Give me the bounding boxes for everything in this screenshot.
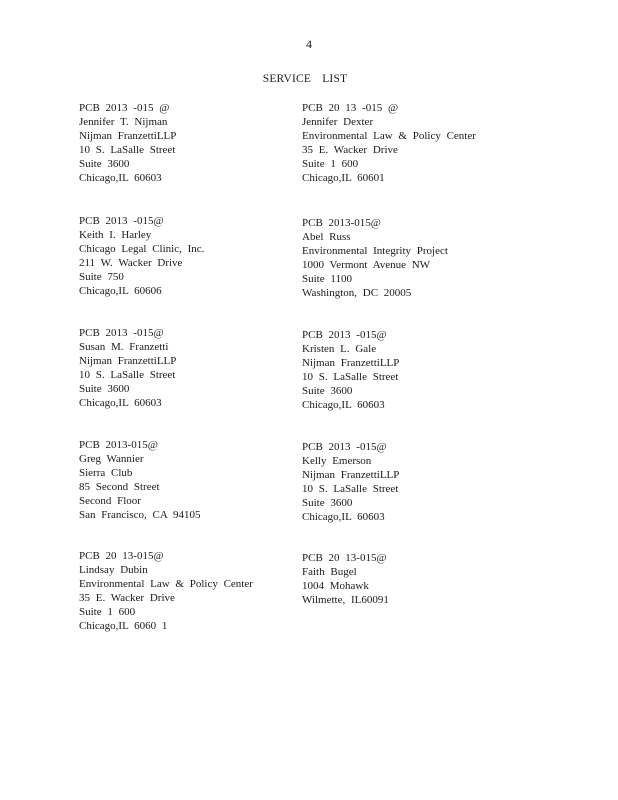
service-entry-gale-kristen [302, 328, 532, 413]
organization: Nijman FranzettiLLP [79, 130, 177, 143]
contact-name: Kristen L. Gale [302, 343, 377, 356]
organization: Environmental Law & Policy Center [302, 130, 476, 143]
organization: Environmental Law & Policy Center [79, 578, 253, 591]
city-state-zip: Chicago,IL 60606 [79, 285, 162, 298]
suite: Suite 1100 [302, 273, 352, 286]
suite: Suite 3600 [79, 383, 130, 396]
contact-name: Jennifer T. Nijman [79, 116, 168, 129]
contact-name: Abel Russ [302, 231, 351, 244]
contact-name: Kelly Emerson [302, 455, 372, 468]
service-entry-bugel-faith [302, 551, 532, 607]
service-entry-dubin-lindsay [79, 549, 309, 634]
street-address: 10 S. LaSalle Street [79, 369, 176, 382]
street-address: 10 S. LaSalle Street [302, 483, 399, 496]
service-entry-nijman-jennifer [79, 101, 309, 186]
contact-name: Keith I. Harley [79, 229, 152, 242]
case-number: PCB 2013 -015 @ [79, 102, 170, 114]
contact-name: Lindsay Dubin [79, 564, 148, 577]
service-entry-russ-abel [302, 216, 532, 301]
organization: Nijman FranzettiLLP [79, 355, 177, 368]
suite: Suite 1 600 [79, 606, 136, 619]
city-state-zip: Chicago,IL 6060 1 [79, 620, 168, 633]
case-number: PCB 2013 -015@ [79, 215, 164, 227]
street-address: 1004 Mohawk [302, 580, 369, 593]
case-number: PCB 2013-015@ [79, 439, 158, 451]
service-entry-dexter-jennifer [302, 101, 532, 186]
street-address: 35 E. Wacker Drive [302, 144, 398, 157]
suite: Suite 750 [79, 271, 124, 284]
case-number: PCB 20 13-015@ [302, 552, 387, 564]
city-state-zip: Washington, DC 20005 [302, 287, 412, 300]
floor: Second Floor [79, 495, 141, 508]
page-number: 4 [306, 37, 312, 51]
city-state-zip: San Francisco, CA 94105 [79, 509, 201, 522]
service-entry-emerson-kelly [302, 440, 532, 525]
street-address: 10 S. LaSalle Street [79, 144, 176, 157]
organization: Chicago Legal Clinic, Inc. [79, 243, 205, 256]
contact-name: Greg Wannier [79, 453, 144, 466]
case-number: PCB 20 13 -015 @ [302, 102, 399, 114]
street-address: 211 W. Wacker Drive [79, 257, 183, 270]
city-state-zip: Chicago,IL 60603 [302, 511, 385, 524]
street-address: 35 E. Wacker Drive [79, 592, 175, 605]
service-list-title: SERVICE LIST [262, 73, 348, 85]
contact-name: Jennifer Dexter [302, 116, 374, 129]
case-number: PCB 2013 -015@ [302, 441, 387, 453]
service-list-entries [0, 101, 618, 661]
suite: Suite 3600 [302, 497, 353, 510]
case-number: PCB 2013 -015@ [302, 329, 387, 341]
case-number: PCB 2013 -015@ [79, 327, 164, 339]
organization: Nijman FranzettiLLP [302, 469, 400, 482]
street-address: 10 S. LaSalle Street [302, 371, 399, 384]
service-entry-harley-keith [79, 214, 309, 299]
organization: Sierra Club [79, 467, 133, 480]
city-state-zip: Chicago,IL 60603 [79, 397, 162, 410]
city-state-zip: Chicago,IL 60603 [79, 172, 162, 185]
contact-name: Susan M. Franzetti [79, 341, 169, 354]
suite: Suite 3600 [302, 385, 353, 398]
service-entry-franzetti-susan [79, 326, 309, 411]
contact-name: Faith Bugel [302, 566, 357, 579]
suite: Suite 1 600 [302, 158, 359, 171]
city-state-zip: Chicago,IL 60601 [302, 172, 385, 185]
case-number: PCB 2013-015@ [302, 217, 381, 229]
city-state-zip: Chicago,IL 60603 [302, 399, 385, 412]
city-state-zip: Wilmette, IL60091 [302, 594, 389, 607]
suite: Suite 3600 [79, 158, 130, 171]
street-address: 1000 Vermont Avenue NW [302, 259, 431, 272]
organization: Nijman FranzettiLLP [302, 357, 400, 370]
service-entry-wannier-greg [79, 438, 309, 523]
case-number: PCB 20 13-015@ [79, 550, 164, 562]
organization: Environmental Integrity Project [302, 245, 448, 258]
street-address: 85 Second Street [79, 481, 160, 494]
